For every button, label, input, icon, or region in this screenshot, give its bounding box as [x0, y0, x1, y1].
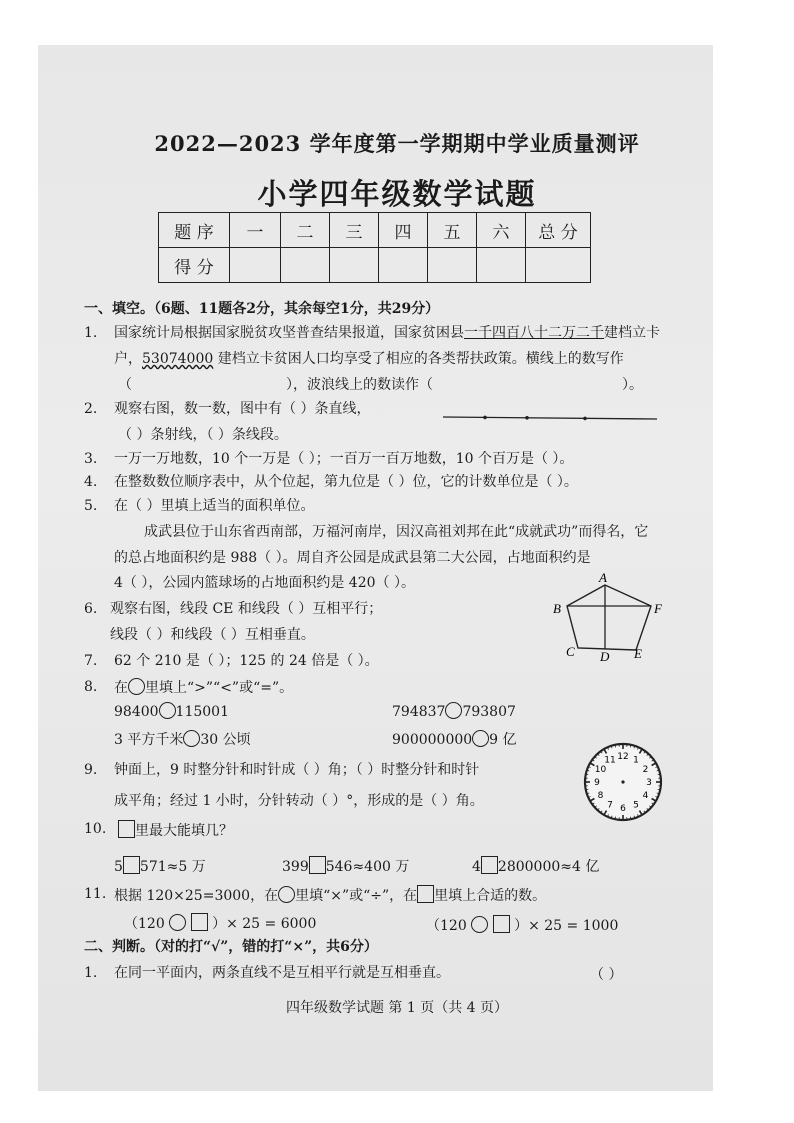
q1-number: 1.: [84, 325, 98, 341]
q5-line1: 在（ ）里填上适当的面积单位。: [114, 498, 315, 514]
q2-line2: （ ）条射线，（ ）条线段。: [118, 427, 288, 443]
score-col-4: 四: [379, 213, 428, 248]
page-footer: 四年级数学试题 第 1 页（共 4 页）: [285, 1000, 509, 1016]
q1-line3: ），波浪线上的数读作（: [286, 377, 433, 393]
score-row-label: 得 分: [159, 248, 230, 283]
pentagon-label-d: D: [600, 649, 610, 664]
clock-tick: [658, 774, 660, 775]
s2-q1-text: 在同一平面内，两条直线不是互相平行就是互相垂直。: [114, 965, 450, 981]
q6-number: 6.: [84, 601, 98, 617]
operator-circle-2[interactable]: [471, 916, 488, 933]
clock-numeral: 10: [594, 765, 607, 775]
score-col-1: 一: [230, 213, 281, 248]
score-col-total: 总 分: [526, 213, 591, 248]
q3-text: 一万一万地数，10 个一万是（ ）；一百万一百万地数，10 个百万是（ ）。: [114, 451, 574, 467]
q1-blank-b[interactable]: ）。: [622, 377, 643, 393]
q2-line1: 观察右图，数一数，图中有（ ）条直线，: [114, 401, 371, 417]
q1-line2: 户，53074000 建档立卡贫困人口均享受了相应的各类帮扶政策。横线上的数写作: [114, 351, 624, 367]
q1-wavy-number: 53074000: [142, 351, 214, 367]
q10-item-a: 5 571≈5 万: [114, 856, 206, 876]
clock-numeral: 11: [604, 755, 616, 766]
pentagon-label-e: E: [634, 646, 642, 661]
clock-numeral: 4: [642, 791, 649, 801]
s2-q1-answer-blank[interactable]: （ ）: [590, 967, 623, 983]
section2-heading: 二、判断。（对的打“√”，错的打“×”，共6分）: [84, 939, 378, 955]
q9-line2: 成平角；经过 1 小时，分针转动（ ）°，形成的是（ ）角。: [114, 793, 484, 809]
q11-equation-2: （120 ）× 25 = 1000: [426, 915, 618, 935]
circle-blank-icon: [278, 886, 295, 903]
q1-blank-a[interactable]: （: [118, 377, 132, 393]
exam-title: 2022—2023 学年度第一学期期中学业质量测评: [154, 131, 640, 156]
score-col-5: 五: [428, 213, 477, 248]
square-blank-icon: [118, 820, 135, 838]
clock-tick: [658, 789, 660, 790]
q5-line3: 的总占地面积约是 988（ ）。周自齐公园是成武县第二大公园，占地面积约是: [114, 550, 591, 566]
q11-equation-1: （120 ）× 25 = 6000: [124, 913, 316, 933]
score-table-header: 题 序: [159, 213, 230, 248]
q6-line2: 线段（ ）和线段（ ）互相垂直。: [110, 627, 315, 643]
q10-item-c: 4 2800000≈4 亿: [472, 856, 599, 876]
q5-number: 5.: [84, 498, 98, 514]
number-box-1[interactable]: [191, 913, 208, 931]
pentagon-label-b: B: [553, 601, 561, 616]
clock-tick: [586, 789, 588, 790]
q1-line1: 国家统计局根据国家脱贫攻坚普查结果报道，国家贫困县一千四百八十二万二千建档立卡: [114, 325, 660, 341]
q6-line1: 观察右图，线段 CE 和线段（ ）互相平行；: [110, 601, 383, 617]
section1-heading: 一、填空。（6题、11题各2分，其余每空1分，共29分）: [84, 301, 440, 317]
clock-tick: [615, 745, 616, 747]
clock-tick: [630, 745, 631, 747]
s2-q1-number: 1.: [84, 965, 98, 981]
q4-number: 4.: [84, 474, 98, 490]
clock-numeral: 5: [633, 800, 639, 811]
q10-heading: 里最大能填几？: [118, 820, 233, 840]
q8-heading: 在 里填上“>”“<”或“=”。: [114, 680, 294, 696]
exam-subtitle: 小学四年级数学试题: [257, 177, 537, 211]
q8-number: 8.: [84, 679, 98, 695]
q3-number: 3.: [84, 451, 98, 467]
q4-text: 在整数数位顺序表中，从个位起，第九位是（ ）位，它的计数单位是（ ）。: [114, 474, 578, 490]
clock-tick: [630, 817, 631, 819]
q9-line1: 钟面上，9 时整分针和时针成（ ）角；（ ）时整分针和时针: [114, 762, 480, 778]
score-col-6: 六: [477, 213, 526, 248]
clock-numeral: 6: [620, 804, 626, 814]
q8-compare-2: 794837 793807: [392, 704, 516, 720]
score-col-3: 三: [330, 213, 379, 248]
pentagon-label-f: F: [654, 601, 662, 616]
clock-tick: [615, 817, 616, 819]
q9-number: 9.: [84, 762, 98, 778]
clock-numeral: 8: [597, 791, 604, 801]
operator-circle-1[interactable]: [169, 914, 186, 931]
q1-underlined-number: 一千四百八十二万二千: [464, 325, 604, 341]
clock-numeral: 2: [642, 765, 649, 775]
q10-number: 10.: [84, 821, 107, 837]
q8-compare-1: 98400 115001: [114, 704, 229, 720]
digit-box-a[interactable]: [123, 856, 140, 874]
clock-numeral: 3: [646, 778, 652, 788]
clock-numeral: 7: [607, 800, 613, 811]
q8-compare-3: 3 平方千米 30 公顷: [114, 732, 251, 748]
q11-heading: 根据 120×25=3000，在 里填“×”或“÷”，在 里填上合适的数。: [114, 885, 546, 905]
score-col-2: 二: [281, 213, 330, 248]
digit-box-b[interactable]: [309, 856, 326, 874]
q7-text: 62 个 210 是（ ）；125 的 24 倍是（ ）。: [114, 653, 379, 669]
clock-numeral: 12: [617, 752, 629, 762]
square-blank-icon: [417, 885, 434, 903]
clock-tick: [586, 774, 588, 775]
digit-box-c[interactable]: [481, 856, 498, 874]
q5-line4: 4（ ），公园内篮球场的占地面积约是 420（ ）。: [114, 575, 415, 591]
q8-compare-4: 900000000 9 亿: [392, 732, 517, 748]
number-box-2[interactable]: [493, 915, 510, 933]
clock-numeral: 9: [594, 778, 600, 788]
clock-numeral: 1: [633, 755, 639, 766]
pentagon-label-a: A: [599, 570, 607, 585]
q2-number: 2.: [84, 401, 98, 417]
q11-number: 11.: [84, 886, 107, 902]
q10-item-b: 399 546≈400 万: [282, 856, 409, 876]
q5-line2: 成武县位于山东省西南部，万福河南岸，因汉高祖刘邦在此“成就武功”而得名，它: [144, 524, 649, 540]
pentagon-label-c: C: [566, 644, 575, 659]
q7-number: 7.: [84, 653, 98, 669]
